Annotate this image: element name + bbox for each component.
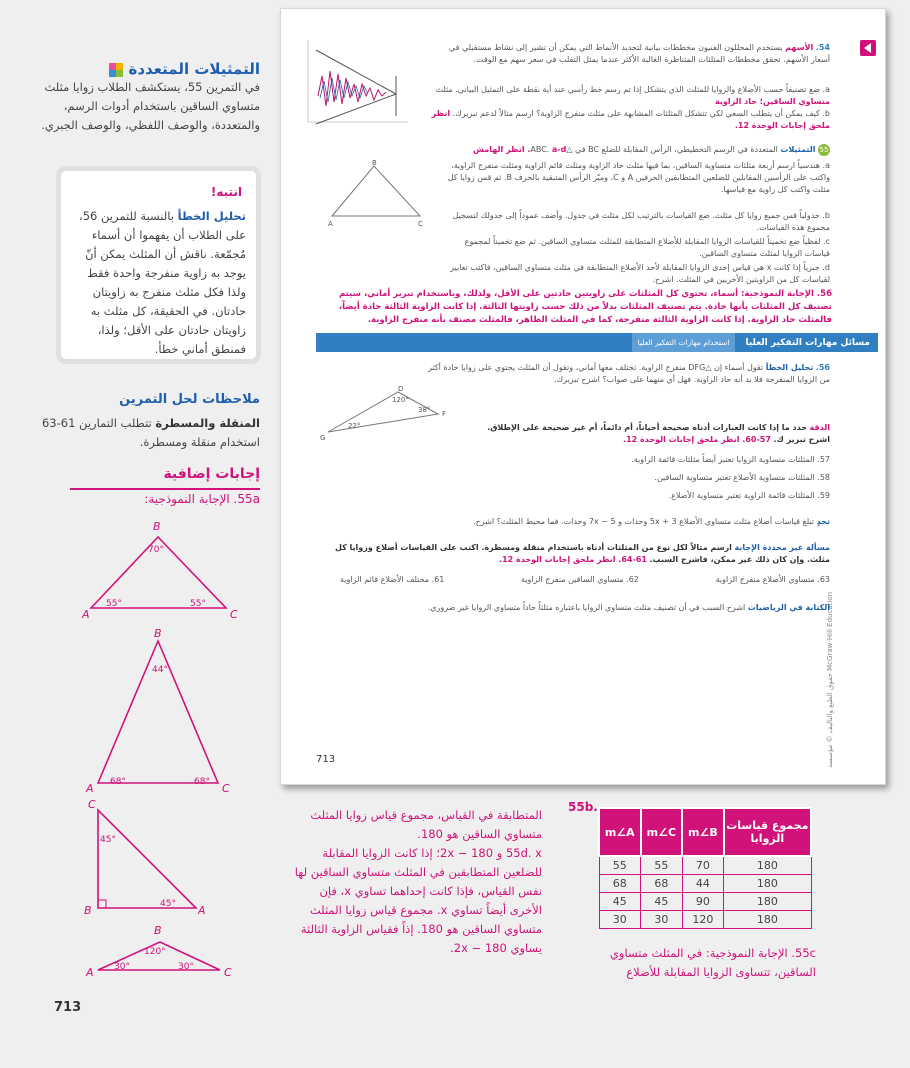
question-64: الكتابة في الرياضيات اشرح السبب في أن تصنيف مثلث متساوي الزوايا باعتباره مثلثاً حاداً متساوي الزوايا غير ضروري. — [427, 603, 830, 612]
answer-55c-continued: المتطابقة في القياس، مجموع قياس زوايا المثلث متساوي الساقين هو 180. — [310, 808, 542, 841]
problem-55b: b. جدولياً قس جميع زوايا كل مثلث. ضع القياسات بالترتيب لكل مثلث في جدول. وأضف عموداً إلى جدولك لتسجيل مجموع هذه القياسات. — [452, 211, 830, 232]
angle-label: 55° — [106, 599, 122, 609]
answer-55b-label: 55b. — [568, 800, 598, 814]
caution-title: انتبه! — [210, 185, 242, 199]
vertex-label: B — [154, 627, 162, 640]
problem-54a: a. ضع تصنيفاً حسب الأضلاع والزوايا للمثلث الذي يتشكل إذا تم رسم خط رأسي عند أية نقطة على التمثيل البياني. مثلث متساوي الساقين؛ حاد الزاوية — [435, 85, 830, 106]
hots-bar: مسائل مهارات التفكير العليااستخدام مهارات التفكير العليا — [316, 333, 878, 352]
tab-arrow-icon — [860, 40, 876, 56]
exercise-notes-text: المنقلة والمسطرة تتطلب التمارين 61-63 استخدام منقلة ومسطرة. — [41, 416, 260, 449]
svg-text:120°: 120° — [392, 396, 409, 404]
question-61: 61. مختلف الأضلاع قائم الزاوية — [340, 575, 445, 584]
angle-label: 70° — [148, 545, 164, 555]
svg-text:38°: 38° — [418, 406, 431, 414]
vertex-label: C — [230, 608, 238, 620]
svg-text:G: G — [320, 434, 326, 442]
caution-callout — [56, 166, 261, 364]
angle-label: 68° — [194, 777, 210, 787]
table-header: مجموع قياسات الزوايا — [724, 808, 811, 856]
open-ended-section: مسألة غير محددة الإجابة ارسم مثالاً لكل نوع من المثلثات أدناه باستخدام منقلة ومسطرة. اكتب على القياسات أضلاع وزوايا كل مثلث. وإن كان ذلك غير ممكن، فاشرح السبب. 61-64. انظر ملحق إجابات الوحدة 12. — [334, 543, 830, 564]
question-60: تحدٍ تبلغ قياسات أضلاع مثلث متساوي الأضلاع 3 + 5x وحدات و 5 − 7x وحدات. فما محيط المثلث؟ اشرح. — [473, 517, 830, 526]
question-57: 57. المثلثات متساوية الزوايا تعتبر أيضاً مثلثات قائمة الزاوية. — [631, 455, 830, 464]
angle-label: 30° — [178, 962, 194, 972]
table-header: m∠A — [599, 808, 641, 856]
triangle-acute-isosceles-2 — [80, 626, 260, 796]
vertex-label: A — [86, 782, 94, 795]
vertex-label: B — [84, 904, 92, 917]
question-63: 63. متساوي الأضلاع منفرج الزاوية — [715, 575, 830, 584]
answer-56: 56. الإجابة النموذجية: أسماء، تحتوي كل المثلثات على زاويتين حادتين على الأقل، ولذلك، وباستخدام تبرير أماني، سيتم تصنيف كل المثلثات بأنها حادة. يتم تصنيف المثلثات بدلاً من ذلك حسب زاويتها الثالثة. إذا كانت الزاوية الثالثة حادة أيضاً، فالمثلث حاد الزاوية. إذا كانت الزاوية الثالثة منفرجة، كما في المثلث الظاهر، فالمثلث مصنف بأنه منفرج الزاوية. — [338, 289, 832, 325]
vertex-label: C — [88, 798, 96, 811]
svg-text:22°: 22° — [348, 422, 361, 430]
table-header: m∠C — [641, 808, 683, 856]
problem-55d: d. جبرياً إذا كانت x هي قياس إحدى الزوايا المقابلة لأحد الأضلاع المتطابقة في مثلث متساوي الساقين، فاكتب تعابير لقياسات كل من الزاويتين الأخريين في المثلث. اشرح. — [450, 263, 830, 284]
angle-label: 68° — [110, 777, 126, 787]
problem-54: 54. الأسهم يستخدم المحللون الفنيون مخططات بيانية لتحديد الأنماط التي يمكن أن تشير إلى نشاط مستقبلي في أسعار الأسهم. تحقق مخططات المثلثات المتناظرة الغالبة الأكثر عندما يمثل التقلب في سعر سهم مع الوقت. — [448, 43, 830, 64]
answer-55c: 55c. الإجابة النموذجية: في المثلث متساوي الساقين، تتساوى الزوايا المقابلة للأضلاع — [609, 946, 816, 979]
table-row: 55 55 70 180 — [599, 856, 811, 875]
number-badge-icon: 55 — [819, 146, 829, 154]
angle-label: 45° — [100, 835, 116, 845]
questions-61-63 — [340, 574, 830, 586]
triangle-acute-isosceles — [80, 510, 260, 620]
svg-text:D: D — [398, 386, 404, 393]
vertex-label: C — [222, 782, 230, 795]
multiple-representations-heading: التمثيلات المتعددة — [10, 60, 260, 78]
exercise-notes-heading: ملاحظات لحل التمرين — [119, 392, 260, 407]
copyright-side: حقوق الطبع والتأليف © مؤسسة McGraw-Hill Education — [826, 591, 834, 768]
problem-55: 55 التمثيلات المتعددة في الرسم التخطيطي، الرأس المقابلة للضلع BC في △ABC. a-d. انظر الهامش — [472, 145, 829, 154]
question-58: 58. المثلثات متساوية الأضلاع تعتبر متساوية الساقين. — [654, 473, 830, 482]
problem-55c: c. لفظياً ضع تخميناً للقياسات الزوايا المقابلة للأضلاع المتطابقة للمثلث متساوي الساقين. ثم ضع تخميناً لمجموع قياسات الزوايا لمثلث متساوي الساقين. — [464, 237, 830, 258]
question-62: 62. متساوي الساقين منفرج الزاوية — [521, 575, 639, 584]
angle-label: 55° — [190, 599, 206, 609]
additional-answers-heading: إجابات إضافية — [163, 466, 260, 482]
vertex-label: A — [86, 966, 94, 979]
vertex-label: A — [198, 904, 206, 917]
problem-54b: b. كيف يمكن أن يتطلب السعي لكي تتشكل المثلثات المشابهة على مثلث منفرج الزاوية؟ ارسم مثالاً لدعم تبريرك. انظر ملحق إجابات الوحدة 12. — [431, 109, 830, 130]
logic-section: الدقة حدد ما إذا كانت العبارات أدناه صحيحة أحياناً، أم دائماً، أم غير صحيحة على الإطلاق. اشرح تبرير ك. 57-60. انظر ملحق إجابات الوحدة 12. — [487, 423, 830, 444]
answer-55d: 55d. x و 2x − 180؛ إذا كانت الزوايا المقابلة للضلعين المتطابقين في المثلث متساوي الساقين لها نفس القياس، فإذا كانت إحداهما تساوي x، فإن الأخرى أيضاً تساوي x. مجموع قياس زوايا المثلث متساوي الساقين هو 180. إذاً فقياس الزاوية الثالثة يساوي 2x − 180. — [294, 846, 542, 955]
question-59: 59. المثلثات قائمة الزاوية تعتبر متساوية الأضلاع. — [668, 491, 830, 500]
vertex-label: B — [153, 520, 161, 533]
vertex-label: B — [154, 924, 162, 937]
triangle-right-isosceles — [80, 796, 220, 926]
triangle-dfg-figure — [312, 386, 462, 442]
table-row: 30 30 120 180 — [599, 911, 811, 929]
page-number: 713 — [54, 1000, 82, 1015]
triangle-abc-figure — [318, 160, 438, 230]
answer-55b-table — [598, 807, 812, 929]
table-header: m∠B — [682, 808, 724, 856]
svg-text:A: A — [328, 220, 333, 228]
table-row: 68 68 44 180 — [599, 875, 811, 893]
angle-label: 44° — [152, 665, 168, 675]
svg-text:F: F — [442, 410, 447, 418]
inner-page-number: 713 — [316, 754, 336, 765]
angle-label: 30° — [114, 962, 130, 972]
angle-label: 120° — [144, 947, 166, 957]
svg-text:B: B — [372, 160, 377, 167]
angle-label: 45° — [160, 899, 176, 909]
caution-text: تحليل الخطأ بالنسبة للتمرين 56، على الطلاب أن يفهموا أن أسماء مُجمّعة. ناقش أن المثلث يمكن أنّ يوجد به زاوية منفرجة واحدة فقط ولذا فكل مثلث منفرج به زاويتان حادتان. في الحقيقة، كل مثلث به زاويتان حادتان على الأقل؛ ولذا، فمنطق أماني خطأ. — [79, 209, 246, 356]
multiple-representations-text: في التمرين 55، يستكشف الطلاب زوايا مثلث متساوي الساقين باستخدام أدوات الرسم، والمتعددة، والوصف اللفظي، والوصف الجبري. — [41, 80, 260, 132]
table-row: 45 45 90 180 — [599, 893, 811, 911]
svg-text:C: C — [418, 220, 423, 228]
puzzle-icon — [109, 63, 123, 77]
answer-55a-label: 55a. الإجابة النموذجية: — [144, 492, 260, 506]
problem-55a: a. هندسياً ارسم أربعة مثلثات متساوية الساقين، بما فيها مثلث حاد الزاوية ومثلث قائم الزاوية ومثلث منفرج الزاوية، واكتب على الرأسين المقابلين للضلعين المتطابقين الحرفين A و C، وميّز الرأس المتبقية بالحرف B. ثم قس زوايا كل مثلث واكتب كل زاوية مع قياسها. — [447, 161, 830, 194]
triangle-obtuse-isosceles — [80, 920, 250, 980]
problem-56: 56. تحليل الخطأ تقول أسماء إن △DFG منفرج الزاوية. تختلف معها أماني، وتقول أن المثلث يحتوي على زوايا حادة أكثر من الزوايا المنفرجة فلا بد أنه حاد الزاوية. فهل أي منهما على صواب؟ اشرح تبريرك. — [428, 363, 830, 384]
stock-chart-figure — [298, 36, 416, 126]
sidebar-teacher-notes — [0, 0, 280, 1068]
vertex-label: A — [82, 608, 90, 620]
vertex-label: C — [224, 966, 232, 979]
